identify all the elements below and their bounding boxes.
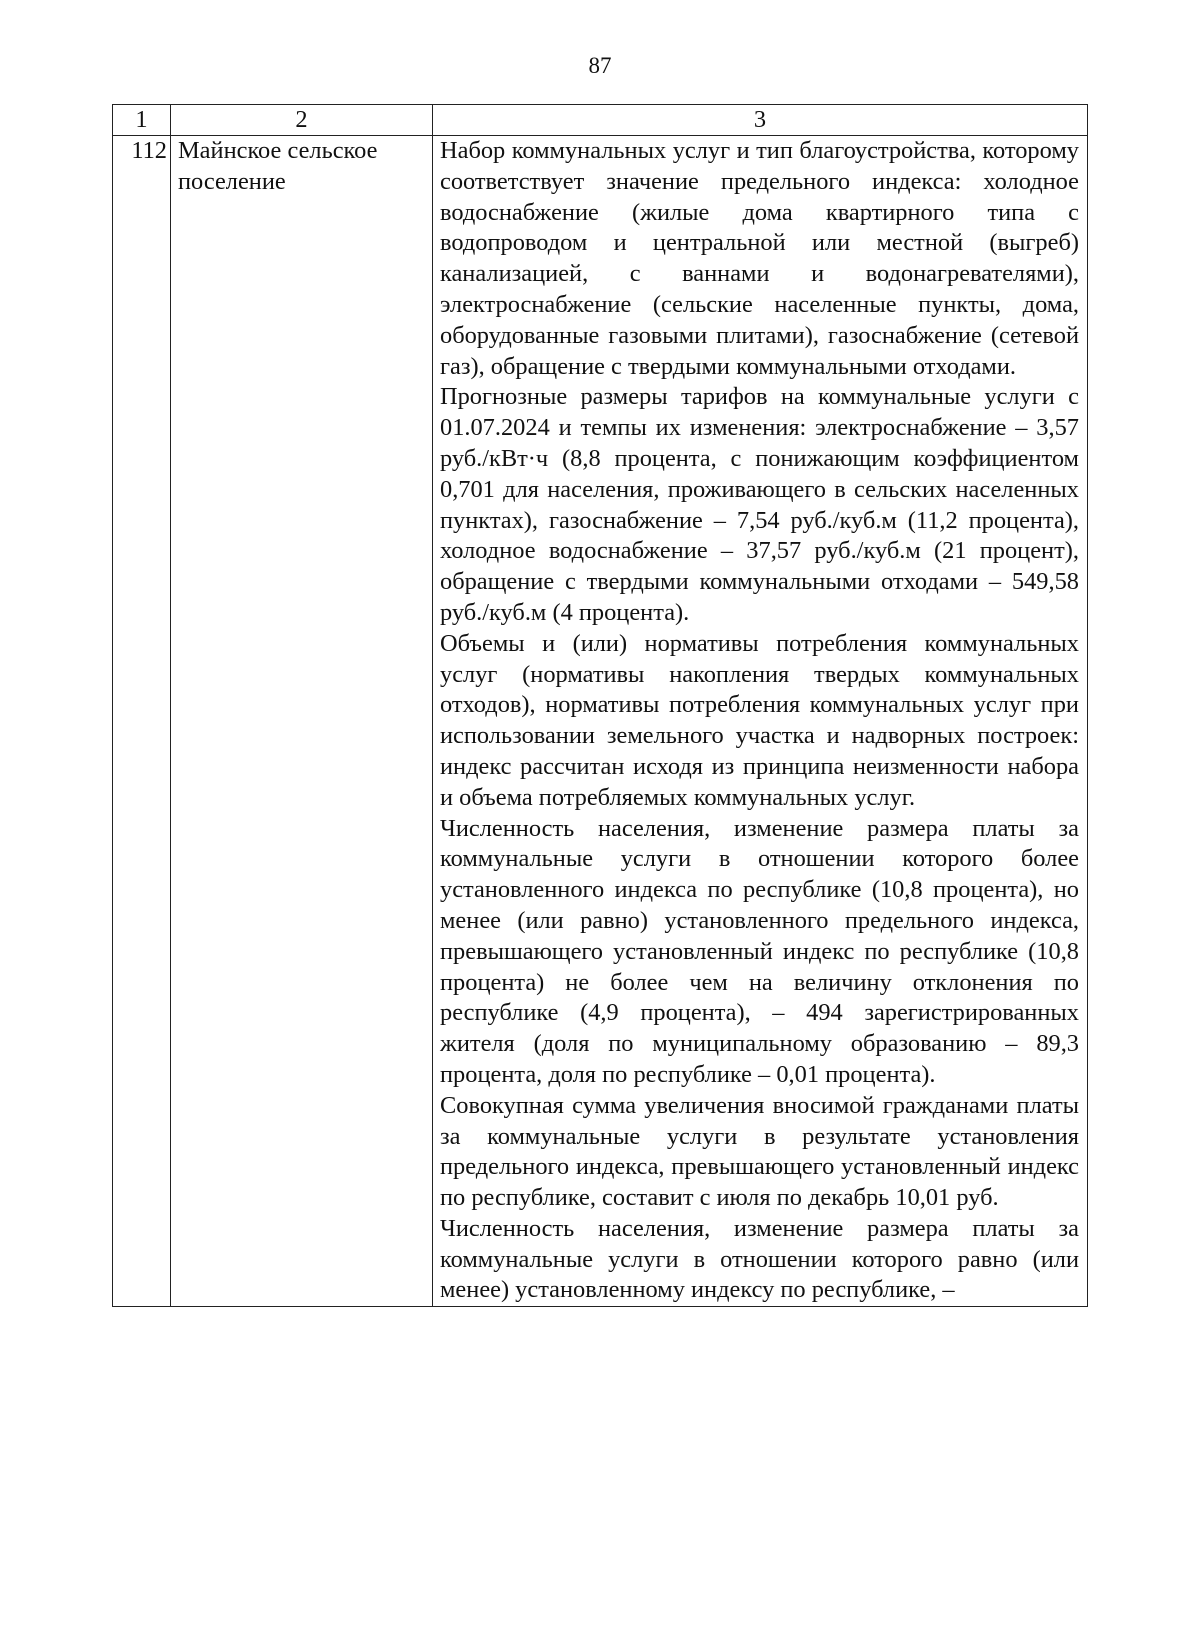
- population-within-index-paragraph: Численность населения, изменение размера платы за коммунальные услуги в отношении которого равно (или менее) установленному индексу по республике, –: [440, 1214, 1079, 1304]
- consumption-norms-paragraph: Объемы и (или) нормативы потребления коммунальных услуг (нормативы накопления твердых коммунальных отходов), нормативы потребления коммунальных услуг при использовании земельного участка и надворных построек: индекс рассчитан исходя из принципа неизменности набора и объема потребляемых коммунальных услуг.: [440, 629, 1079, 811]
- table-row: [113, 136, 1088, 1307]
- table-header-row: [113, 105, 1088, 136]
- column-header-3: 3: [433, 105, 1088, 136]
- description-cell: [433, 136, 1088, 1307]
- total-increase-paragraph: Совокупная сумма увеличения вносимой гражданами платы за коммунальные услуги в результате установления предельного индекса, превышающего установленный индекс по республике, составит с июля по декабрь 10,01 руб.: [440, 1091, 1079, 1212]
- data-table: [112, 104, 1088, 1307]
- column-header-1: 1: [113, 105, 171, 136]
- column-header-2: 2: [171, 105, 433, 136]
- row-number: 112: [113, 136, 171, 1307]
- municipality-name: Майнское сельское поселение: [171, 136, 433, 1307]
- page-number: 87: [588, 53, 612, 78]
- utilities-set-paragraph: Набор коммунальных услуг и тип благоустройства, которому соответствует значение предельного индекса: холодное водоснабжение (жилые дома квартирного типа с водопроводом и центральной или местной (выгреб) канализацией, с ваннами и водонагревателями), электроснабжение (сельские населенные пункты, дома, оборудованные газовыми плитами), газоснабжение (сетевой газ), обращение с твердыми коммунальными отходами.: [440, 137, 1079, 380]
- population-above-index-paragraph: Численность населения, изменение размера платы за коммунальные услуги в отношении которого более установленного индекса по республике (10,8 процента), но менее (или равно) установленного предельного индекса, превышающего установленный индекс по республике (10,8 процента) не более чем на величину отклонения по республике (4,9 процента), – 494 зарегистрированных жителя (доля по муниципальному образованию – 89,3 процента, доля по республике – 0,01 процента).: [440, 814, 1079, 1088]
- tariffs-paragraph: Прогнозные размеры тарифов на коммунальные услуги с 01.07.2024 и темпы их изменения: электроснабжение – 3,57 руб./кВт·ч (8,8 процента, с понижающим коэффициентом 0,701 для населения, проживающего в сельских населенных пунктах), газоснабжение – 7,54 руб./куб.м (11,2 процента), холодное водоснабжение – 37,57 руб./куб.м (21 процент), обращение с твердыми коммунальными отходами – 549,58 руб./куб.м (4 процента).: [440, 383, 1079, 626]
